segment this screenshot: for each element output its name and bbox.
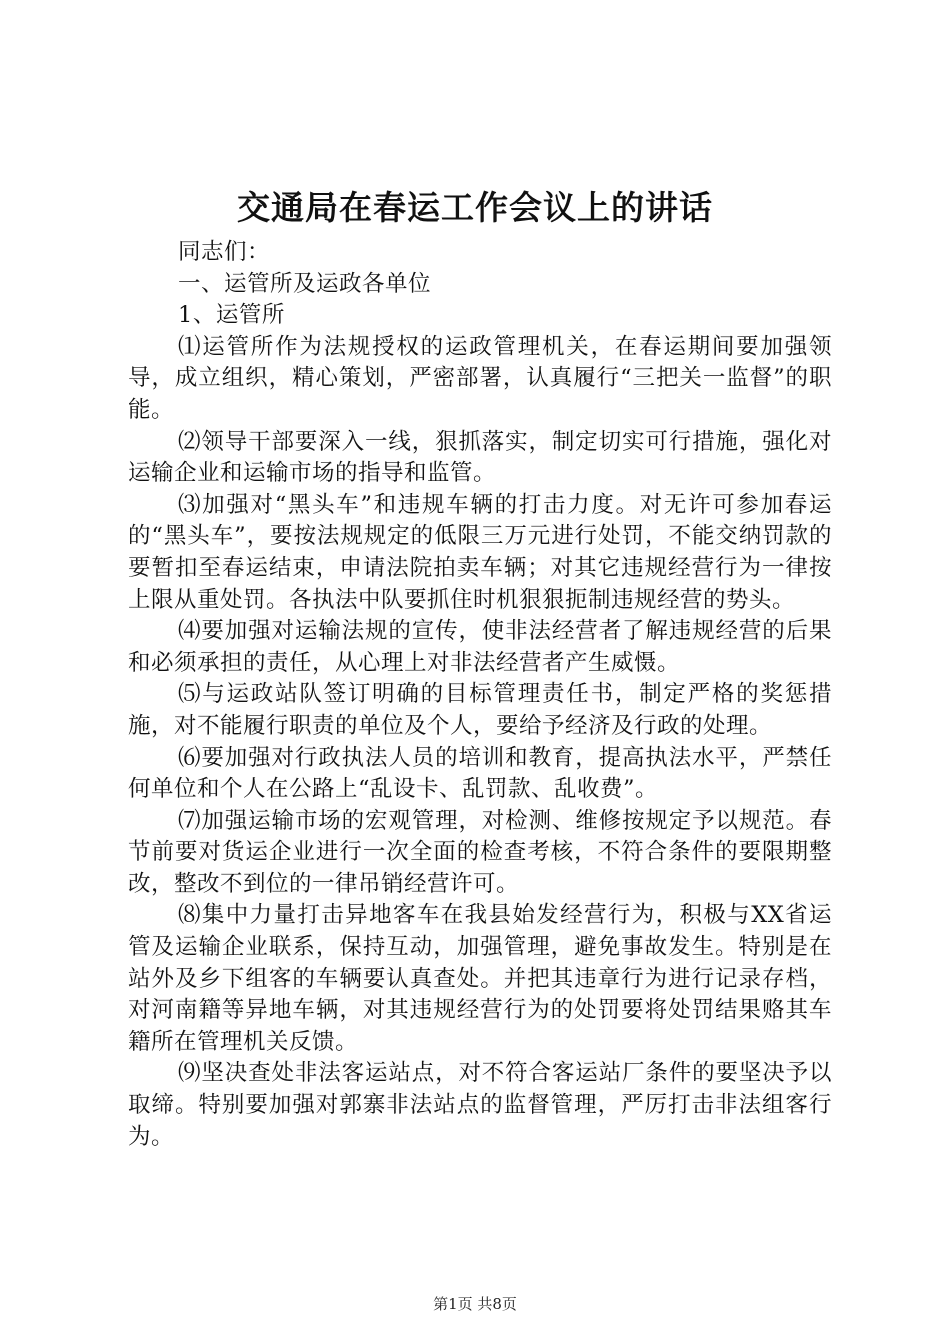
document-body <box>128 237 832 1153</box>
paragraph-item-3: ⑶加强对“黑头车”和违规车辆的打击力度。对无许可参加春运的“黑头车”，要按法规规定的低限三万元进行处罚，不能交纳罚款的要暂扣至春运结束，申请法院拍卖车辆；对其它违规经营行为一律按上限从重处罚。各执法中队要抓住时机狠狠扼制违规经营的势头。 <box>128 491 832 613</box>
document-title: 交通局在春运工作会议上的讲话 <box>237 188 713 227</box>
paragraph-item-6: ⑹要加强对行政执法人员的培训和教育，提高执法水平，严禁任何单位和个人在公路上“乱设卡、乱罚款、乱收费”。 <box>128 744 832 803</box>
salutation: 同志们： <box>178 239 271 265</box>
paragraph-item-7: ⑺加强运输市场的宏观管理，对检测、维修按规定予以规范。春节前要对货运企业进行一次全面的检查考核，不符合条件的要限期整改，整改不到位的一律吊销经营许可。 <box>128 807 832 897</box>
paragraph-item-4: ⑷要加强对运输法规的宣传，使非法经营者了解违规经营的后果和必须承担的责任，从心理上对非法经营者产生威慑。 <box>128 618 832 676</box>
page-number-footer: 第1页 共8页 <box>433 1295 517 1313</box>
subsection-heading: 1、运管所 <box>178 302 285 329</box>
paragraph-item-5: ⑸与运政站队签订明确的目标管理责任书，制定严格的奖惩措施，对不能履行职责的单位及个人，要给予经济及行政的处理。 <box>128 681 832 739</box>
paragraph-item-9: ⑼坚决查处非法客运站点，对不符合客运站厂条件的要坚决予以取缔。特别要加强对郭寨非法站点的监督管理，严厉打击非法组客行为。 <box>128 1060 832 1150</box>
paragraph-item-1: ⑴运管所作为法规授权的运政管理机关，在春运期间要加强领导，成立组织，精心策划，严密部署，认真履行“三把关一监督”的职能。 <box>128 333 832 423</box>
paragraph-item-8: ⑻集中力量打击异地客车在我县始发经营行为，积极与XX省运管及运输企业联系，保持互动，加强管理，避免事故发生。特别是在站外及乡下组客的车辆要认真查处。并把其违章行为进行记录存档，对河南籍等异地车辆，对其违规经营行为的处罚要将处罚结果赂其车籍所在管理机关反馈。 <box>128 902 832 1055</box>
section-heading: 一、运管所及运政各单位 <box>178 270 432 297</box>
paragraph-item-2: ⑵领导干部要深入一线，狠抓落实，制定切实可行措施，强化对运输企业和运输市场的指导和监管。 <box>128 428 832 487</box>
